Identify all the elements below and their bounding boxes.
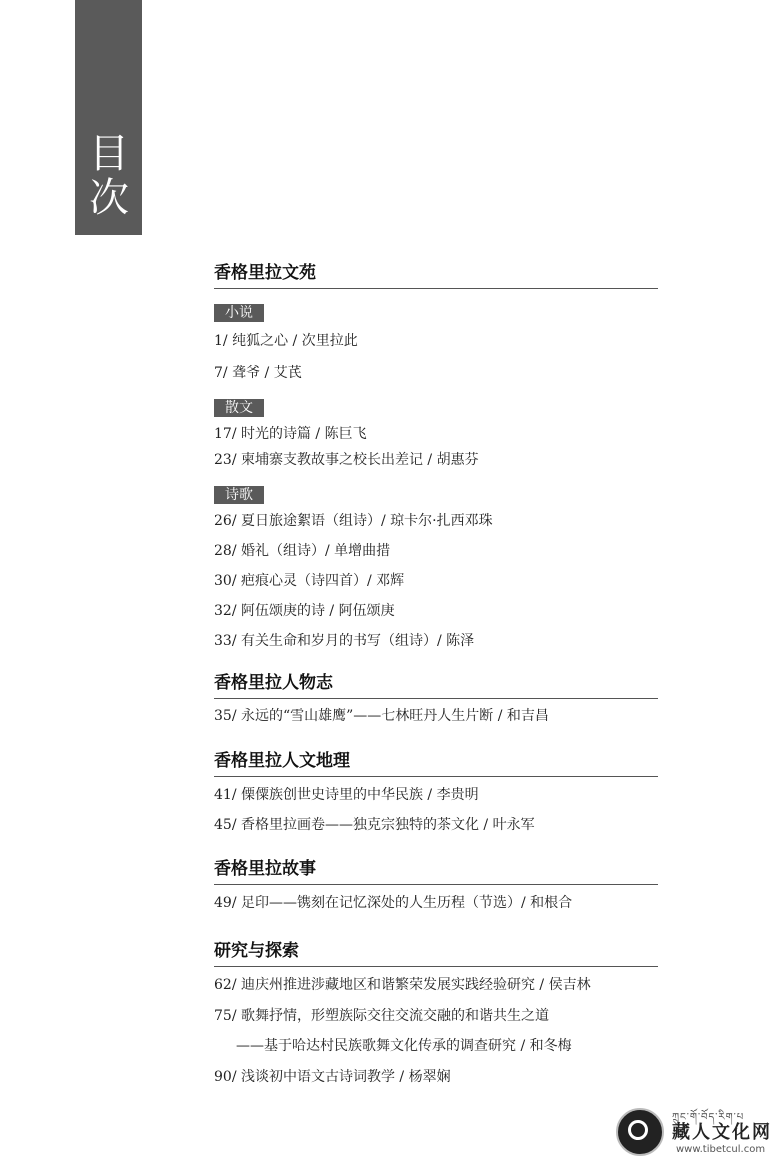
site-watermark <box>612 1102 772 1162</box>
toc-entry[interactable]: 26/ 夏日旅途絮语（组诗）/ 琼卡尔·扎西邓珠 <box>214 513 493 529</box>
section-heading-wenyuan: 香格里拉文苑 <box>214 262 658 289</box>
subsection-tag-fiction: 小说 <box>214 304 264 322</box>
toc-entry[interactable]: 30/ 疤痕心灵（诗四首）/ 邓辉 <box>214 573 405 589</box>
section-heading-yanjiu: 研究与探索 <box>214 940 658 967</box>
toc-entry[interactable]: 62/ 迪庆州推进涉藏地区和谐繁荣发展实践经验研究 / 侯吉林 <box>214 977 591 993</box>
toc-entry[interactable]: 7/ 聋爷 / 艾芪 <box>214 365 302 381</box>
toc-entry[interactable]: 33/ 有关生命和岁月的书写（组诗）/ 陈泽 <box>214 633 475 649</box>
watermark-logo-icon <box>616 1108 664 1156</box>
toc-entry[interactable]: 35/ 永远的“雪山雄鹰”——七林旺丹人生片断 / 和吉昌 <box>214 708 549 724</box>
toc-entry[interactable]: 49/ 足印——镌刻在记忆深处的人生历程（节选）/ 和根合 <box>214 895 573 911</box>
title-char-mu: 目 <box>89 131 129 177</box>
toc-entry[interactable]: 45/ 香格里拉画卷——独克宗独特的茶文化 / 叶永军 <box>214 817 535 833</box>
toc-entry[interactable]: 32/ 阿伍颂庚的诗 / 阿伍颂庚 <box>214 603 395 619</box>
toc-entry-continuation[interactable]: ——基于哈达村民族歌舞文化传承的调查研究 / 和冬梅 <box>236 1038 572 1054</box>
subsection-tag-prose: 散文 <box>214 399 264 417</box>
watermark-site-name: 藏人文化网 <box>672 1122 772 1143</box>
title-char-ci: 次 <box>89 175 129 221</box>
subsection-tag-poetry: 诗歌 <box>214 486 264 504</box>
toc-entry[interactable]: 41/ 傈僳族创世史诗里的中华民族 / 李贵明 <box>214 787 479 803</box>
toc-entry[interactable]: 17/ 时光的诗篇 / 陈巨飞 <box>214 426 367 442</box>
toc-entry[interactable]: 1/ 纯狐之心 / 次里拉此 <box>214 333 358 349</box>
section-heading-renwuzhi: 香格里拉人物志 <box>214 672 658 699</box>
toc-entry[interactable]: 75/ 歌舞抒情，形塑族际交往交流交融的和谐共生之道 <box>214 1008 549 1024</box>
toc-title-block <box>75 0 142 235</box>
toc-entry[interactable]: 90/ 浅谈初中语文古诗词教学 / 杨翠娴 <box>214 1069 451 1085</box>
section-heading-renwendili: 香格里拉人文地理 <box>214 750 658 777</box>
toc-entry[interactable]: 28/ 婚礼（组诗）/ 单增曲措 <box>214 543 391 559</box>
section-heading-gushi: 香格里拉故事 <box>214 858 658 885</box>
watermark-url: www.tibetcul.com <box>676 1144 766 1155</box>
watermark-tibetan-text: ཀྲུང་གོ་བོད་རིག་པ <box>672 1112 745 1123</box>
toc-entry[interactable]: 23/ 柬埔寨支教故事之校长出差记 / 胡惠芬 <box>214 452 479 468</box>
